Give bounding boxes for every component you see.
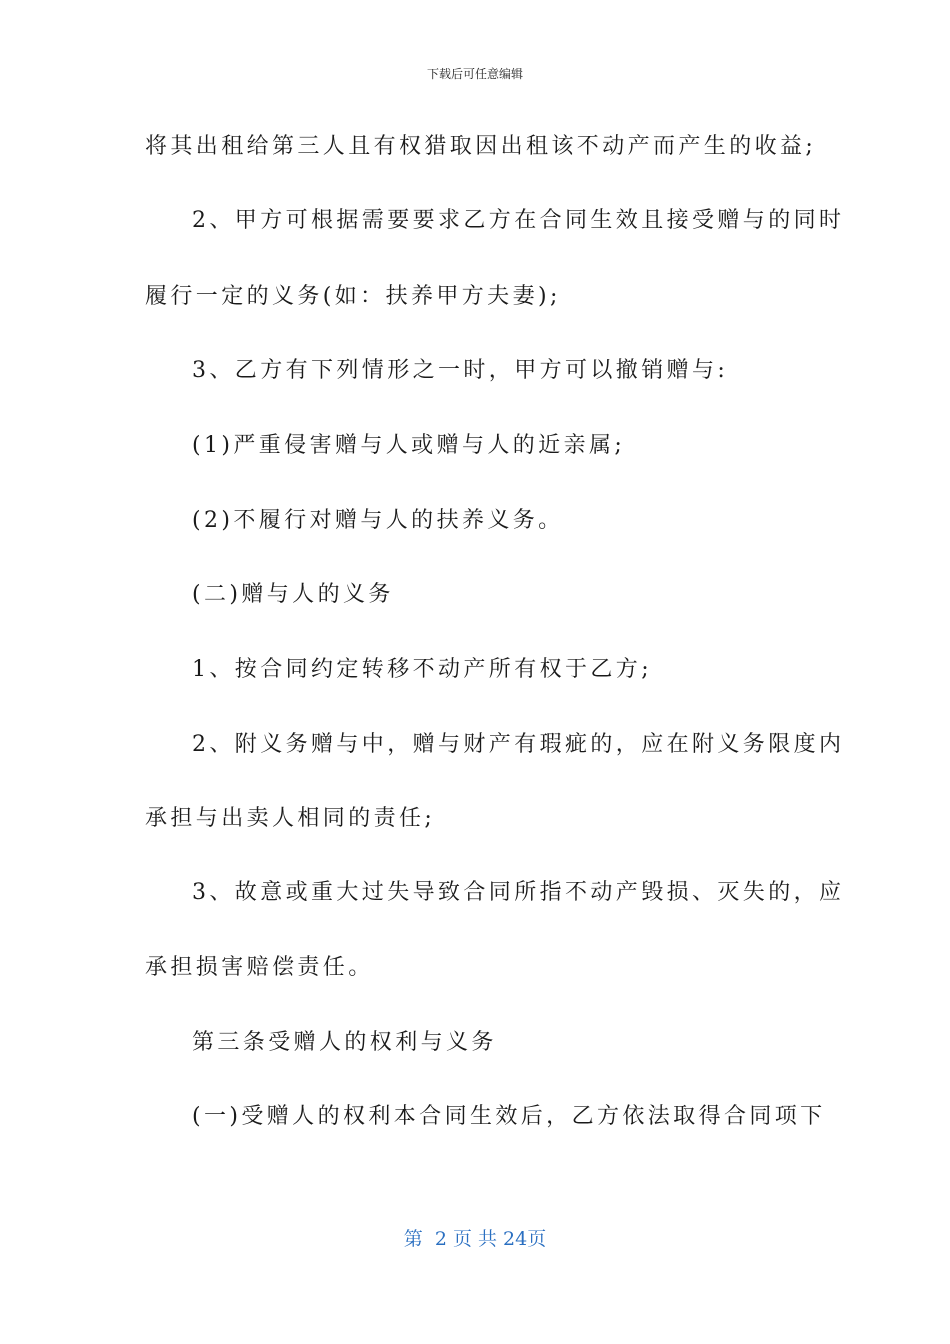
body-line-1: 将其出租给第三人且有权猎取因出租该不动产而产生的收益; [145, 134, 817, 159]
body-line-2: 2、甲方可根据需要要求乙方在合同生效且接受赠与的同时 [192, 208, 845, 233]
body-line-8: 1、按合同约定转移不动产所有权于乙方; [192, 657, 653, 682]
body-line-5: (1)严重侵害赠与人或赠与人的近亲属; [192, 433, 626, 458]
body-line-11: 3、故意或重大过失导致合同所指不动产毁损、灭失的，应 [192, 880, 845, 905]
body-line-3: 履行一定的义务(如：扶养甲方夫妻); [145, 284, 561, 309]
body-line-14: (一)受赠人的权利本合同生效后，乙方依法取得合同项下 [192, 1104, 826, 1129]
page-header: 下载后可任意编辑 [426, 67, 523, 81]
page-footer: 第 2 页 共 24页 [403, 1228, 547, 1250]
body-line-4: 3、乙方有下列情形之一时，甲方可以撤销赠与: [192, 358, 729, 383]
body-line-10: 承担与出卖人相同的责任; [145, 806, 436, 831]
body-line-7: (二)赠与人的义务 [192, 582, 394, 607]
body-line-9: 2、附义务赠与中，赠与财产有瑕疵的，应在附义务限度内 [192, 732, 845, 757]
body-line-13: 第三条受赠人的权利与义务 [192, 1030, 497, 1055]
body-line-12: 承担损害赔偿责任。 [145, 955, 374, 980]
body-line-6: (2)不履行对赠与人的扶养义务。 [192, 508, 564, 533]
